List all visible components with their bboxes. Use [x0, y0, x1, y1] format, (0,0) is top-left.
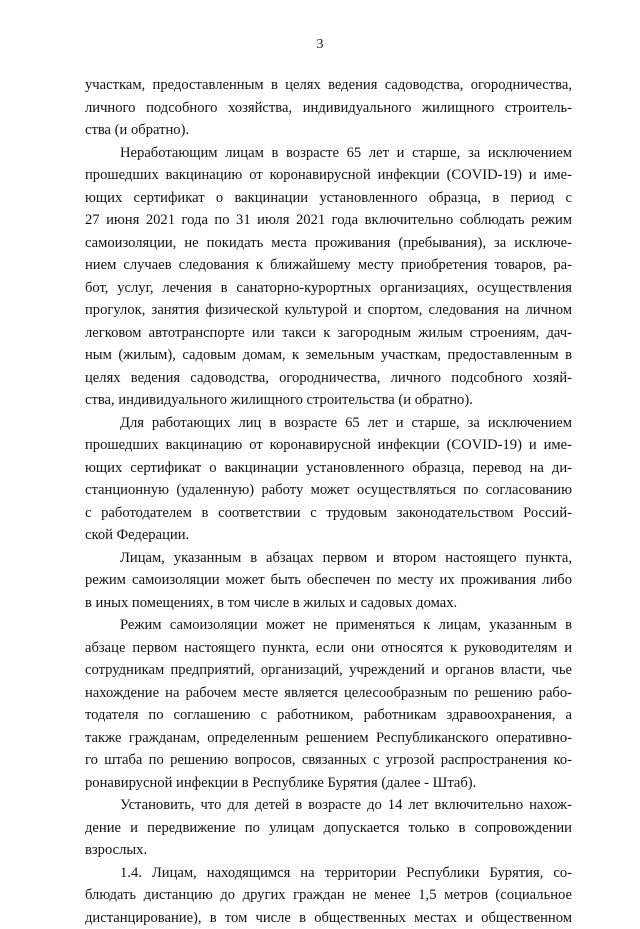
text-line: Неработающим лицам в возрасте 65 лет и старше, за исключением	[85, 142, 572, 165]
text-line: ской Федерации.	[85, 524, 572, 547]
text-line: ства (и обратно).	[85, 119, 572, 142]
text-line: целях ведения садоводства, огородничества, личного подсобного хозяй-	[85, 367, 572, 390]
text-line: тодателя по соглашению с работником, работникам здравоохранения, а	[85, 704, 572, 727]
paragraph	[85, 412, 572, 547]
text-line: прошедших вакцинацию от коронавирусной инфекции (COVID-19) и име-	[85, 434, 572, 457]
text-line: дистанцирование), в том числе в общественных местах и общественном	[85, 907, 572, 929]
paragraph	[85, 74, 572, 142]
text-line: нием случаев следования к ближайшему месту приобретения товаров, ра-	[85, 254, 572, 277]
paragraph	[85, 794, 572, 862]
text-line: Лицам, указанным в абзацах первом и втором настоящего пункта,	[85, 547, 572, 570]
paragraph	[85, 142, 572, 412]
text-line: станционную (удаленную) работу может осуществляться по согласованию	[85, 479, 572, 502]
page-number: 3	[0, 37, 640, 53]
text-line: го штаба по решению вопросов, связанных с угрозой распространения ко-	[85, 749, 572, 772]
text-line: ющих сертификат о вакцинации установленного образца, перевод на ди-	[85, 457, 572, 480]
text-line: Для работающих лиц в возрасте 65 лет и старше, за исключением	[85, 412, 572, 435]
text-line: Установить, что для детей в возрасте до 14 лет включительно нахож-	[85, 794, 572, 817]
text-line: прогулок, занятия физической культурой и спортом, следования на личном	[85, 299, 572, 322]
text-line: участкам, предоставленным в целях ведения садоводства, огородничества,	[85, 74, 572, 97]
text-line: прошедших вакцинацию от коронавирусной инфекции (COVID-19) и име-	[85, 164, 572, 187]
text-line: блюдать дистанцию до других граждан не менее 1,5 метров (социальное	[85, 884, 572, 907]
text-line: дение и передвижение по улицам допускается только в сопровождении	[85, 817, 572, 840]
text-line: Режим самоизоляции может не применяться к лицам, указанным в	[85, 614, 572, 637]
text-line: ным (жилым), садовым домам, к земельным участкам, предоставленным в	[85, 344, 572, 367]
text-line: 27 июня 2021 года по 31 июля 2021 года включительно соблюдать режим	[85, 209, 572, 232]
paragraph	[85, 547, 572, 615]
document-body	[85, 74, 572, 929]
text-line: бот, услуг, лечения в санаторно-курортных организациях, осуществления	[85, 277, 572, 300]
text-line: ющих сертификат о вакцинации установленного образца, в период с	[85, 187, 572, 210]
text-line: в иных помещениях, в том числе в жилых и садовых домах.	[85, 592, 572, 615]
text-line: также гражданам, определенным решением Республиканского оперативно-	[85, 727, 572, 750]
text-line: с работодателем в соответствии с трудовым законодательством Россий-	[85, 502, 572, 525]
paragraph	[85, 862, 572, 929]
text-line: режим самоизоляции может быть обеспечен по месту их проживания либо	[85, 569, 572, 592]
text-line: нахождение на рабочем месте является целесообразным по решению рабо-	[85, 682, 572, 705]
paragraph	[85, 614, 572, 794]
text-line: ронавирусной инфекции в Республике Бурятия (далее - Штаб).	[85, 772, 572, 795]
text-line: сотрудникам предприятий, организаций, учреждений и органов власти, чье	[85, 659, 572, 682]
text-line: 1.4. Лицам, находящимся на территории Республики Бурятия, со-	[85, 862, 572, 885]
text-line: ства, индивидуального жилищного строительства (и обратно).	[85, 389, 572, 412]
text-line: легковом автотранспорте или такси к загородным жилым строениям, дач-	[85, 322, 572, 345]
text-line: взрослых.	[85, 839, 572, 862]
text-line: личного подсобного хозяйства, индивидуального жилищного строитель-	[85, 97, 572, 120]
text-line: самоизоляции, не покидать места проживания (пребывания), за исключе-	[85, 232, 572, 255]
text-line: абзаце первом настоящего пункта, если они относятся к руководителям и	[85, 637, 572, 660]
